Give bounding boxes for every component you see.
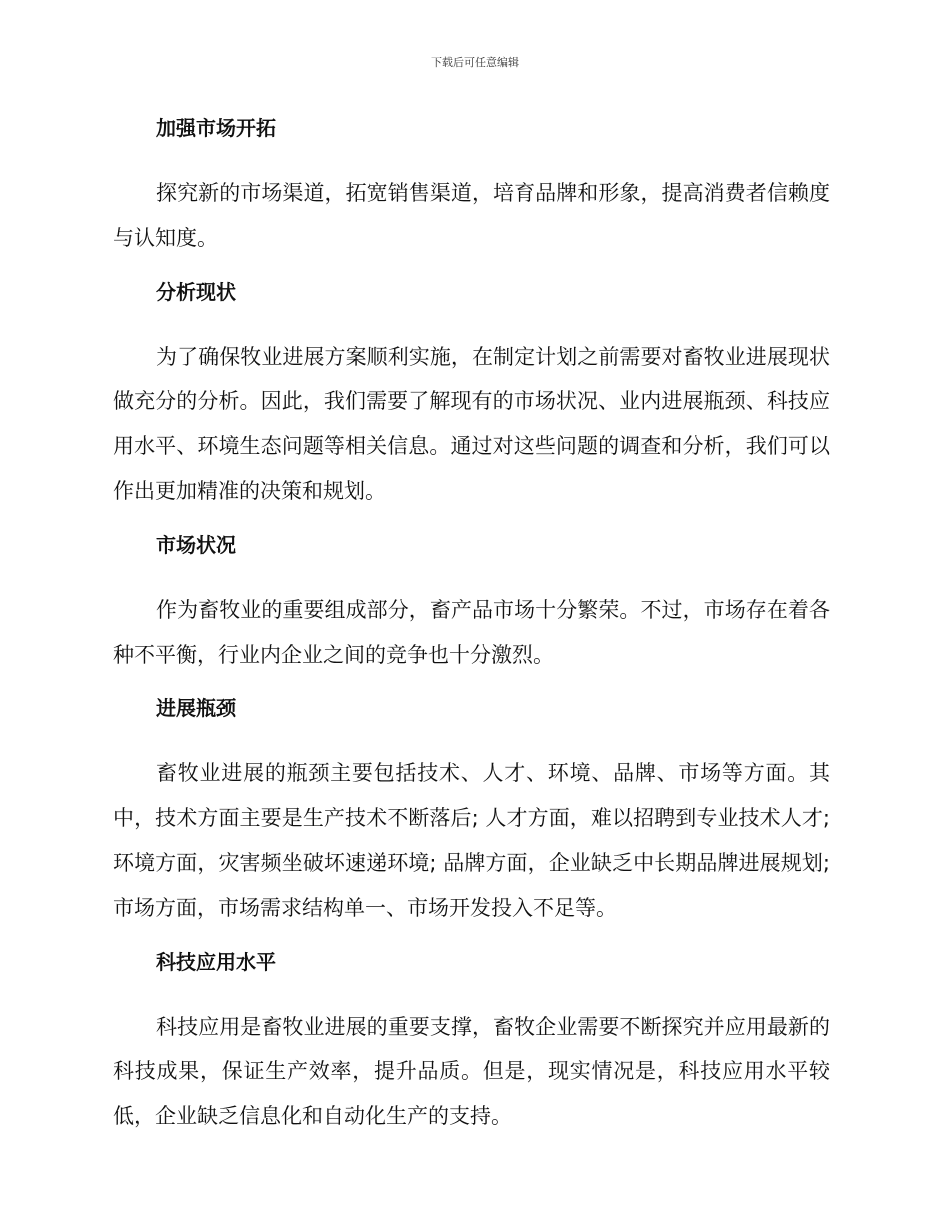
section-paragraph: 为了确保牧业进展方案顺利实施，在制定计划之前需要对畜牧业进展现状做充分的分析。因此，我们需要了解现有的市场状况、业内进展瓶颈、科技应用水平、环境生态问题等相关信息。通过对这些问题的调查和分析，我们可以作出更加精准的决策和规划。	[113, 344, 830, 503]
section-current-analysis	[113, 277, 830, 514]
section-market-status	[113, 530, 830, 678]
section-tech-level	[113, 947, 830, 1139]
page-header: 下载后可任意编辑	[431, 56, 519, 69]
section-heading: 科技应用水平	[156, 949, 276, 974]
section-paragraph: 科技应用是畜牧业进展的重要支撑，畜牧企业需要不断探究并应用最新的科技成果，保证生产效率，提升品质。但是，现实情况是，科技应用水平较低，企业缺乏信息化和自动化生产的支持。	[113, 1014, 830, 1129]
section-heading: 进展瓶颈	[156, 696, 236, 721]
section-paragraph: 畜牧业进展的瓶颈主要包括技术、人才、环境、品牌、市场等方面。其中，技术方面主要是生产技术不断落后; 人才方面，难以招聘到专业技术人才; 环境方面，灾害频坐破坏速递环境; 品牌方面，企业缺乏中长期品牌进展规划; 市场方面，市场需求结构单一、市场开发投入不足等。	[113, 761, 830, 920]
document-body	[113, 113, 830, 1155]
section-heading: 加强市场开拓	[156, 116, 276, 140]
section-bottlenecks	[113, 693, 830, 930]
section-heading: 分析现状	[156, 279, 236, 304]
section-paragraph: 探究新的市场渠道，拓宽销售渠道，培育品牌和形象，提高消费者信赖度与认知度。	[113, 181, 830, 250]
section-market-expansion	[113, 113, 830, 261]
section-paragraph: 作为畜牧业的重要组成部分，畜产品市场十分繁荣。不过，市场存在着各种不平衡，行业内企业之间的竞争也十分激烈。	[113, 597, 830, 667]
section-heading: 市场状况	[156, 532, 236, 557]
